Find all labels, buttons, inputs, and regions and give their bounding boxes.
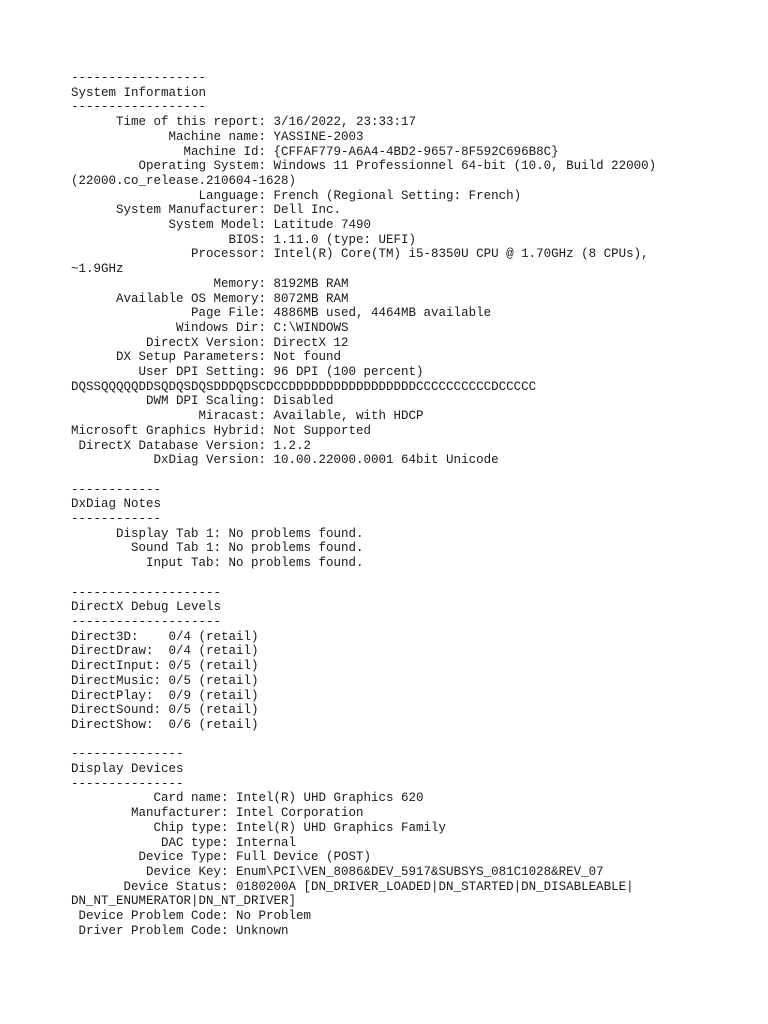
- section-gap: [71, 468, 761, 483]
- section-gap: [71, 733, 761, 748]
- system-information-section: ------------------ System Information ------------------ Time of this report: 3/16/2022, 23:33:17 Machine name: YASSINE-2003 Machine Id: {CFFAF779-A6A4-4BD2-9657-8F592C696B8C} Operating System: Windows 11 Professionnel 64-bit (10.0, Build 22000) (22000.co_release.210604-1628) Language: French (Regional Setting: French) System Manufacturer: Dell Inc. System Model: Latitude 7490 BIOS: 1.11.0 (type: UEFI) Processor: Intel(R) Core(TM) i5-8350U CPU @ 1.70GHz (8 CPUs), ~1.9GHz Memory: 8192MB RAM Available OS Memory: 8072MB RAM Page File: 4886MB used, 4464MB available Windows Dir: C:\WINDOWS DirectX Version: DirectX 12 DX Setup Parameters: Not found User DPI Setting: 96 DPI (100 percent) DQSSQQQQQDDSQDQSDQSDDDQDSCDCCDDDDDDDDDDDDDDDDDCCCCCCCCCCDCCCCC DWM DPI Scaling: Disabled Miracast: Available, with HDCP Microsoft Graphics Hybrid: Not Supported DirectX Database Version: 1.2.2 DxDiag Version: 10.00.22000.0001 64bit Unicode: [71, 71, 657, 468]
- dxdiag-notes-section: ------------ DxDiag Notes ------------ Display Tab 1: No problems found. Sound Tab 1: No problems found. Input Tab: No problems found.: [71, 482, 364, 571]
- directx-debug-levels-section: -------------------- DirectX Debug Levels -------------------- Direct3D: 0/4 (retail) DirectDraw: 0/4 (retail) DirectInput: 0/5 (retail) DirectMusic: 0/5 (retail) DirectPlay: 0/9 (retail) DirectSound: 0/5 (retail) DirectShow: 0/6 (retail): [71, 585, 259, 732]
- display-devices-section: --------------- Display Devices --------------- Card name: Intel(R) UHD Graphics 620 Manufacturer: Intel Corporation Chip type: Intel(R) UHD Graphics Family DAC type: Internal Device Type: Full Device (POST) Device Key: Enum\PCI\VEN_8086&DEV_5917&SUBSYS_081C1028&REV_07 Device Status: 0180200A [DN_DRIVER_LOADED|DN_STARTED|DN_DISABLEABLE| DN_NT_ENUMERATOR|DN_NT_DRIVER] Device Problem Code: No Problem Driver Problem Code: Unknown: [71, 747, 634, 938]
- section-gap: [71, 571, 761, 586]
- dxdiag-report: [71, 71, 761, 938]
